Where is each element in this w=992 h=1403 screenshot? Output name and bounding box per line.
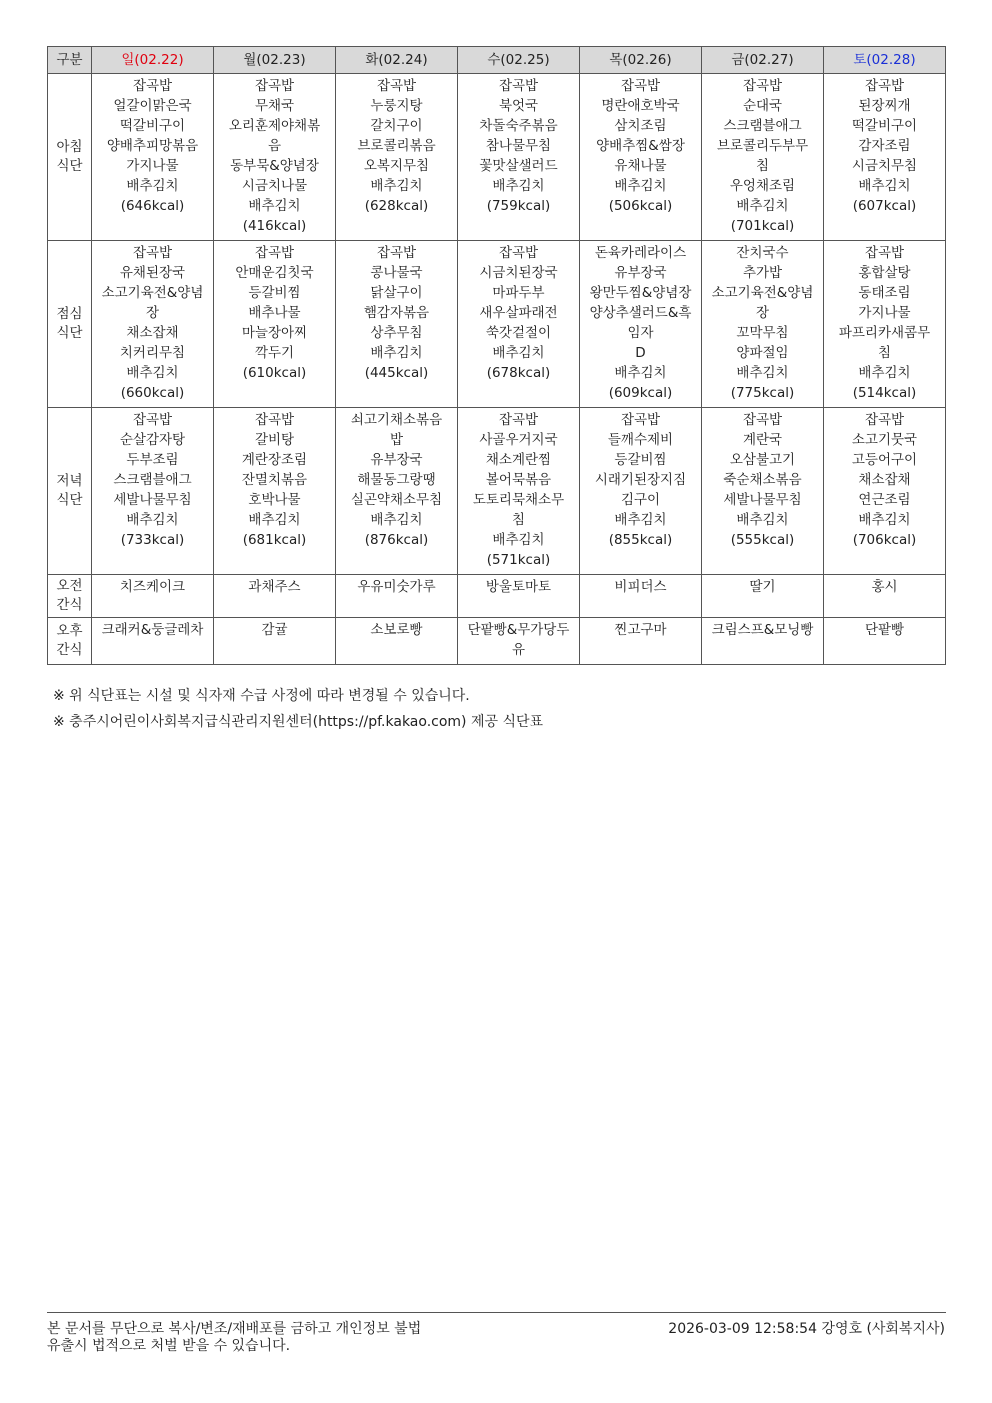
menu-item: 잡곡밥 [254, 245, 295, 261]
menu-item: 잡곡밥 [498, 245, 539, 261]
menu-item: 양상추샐러드&흑 [589, 305, 692, 321]
menu-cell-dinner-wed [458, 408, 580, 575]
menu-item: 브로콜리볶음 [357, 138, 436, 154]
menu-item: (609kcal) [608, 385, 673, 401]
menu-item: 배추김치 [614, 178, 667, 194]
menu-cell-afternoon-snack-sun [92, 618, 214, 665]
menu-item: 배추김치 [370, 178, 423, 194]
menu-cell-dinner-tue [336, 408, 458, 575]
menu-item: (733kcal) [120, 532, 185, 548]
menu-item: 닭살구이 [370, 285, 423, 301]
menu-cell-afternoon-snack-sat [824, 618, 946, 665]
menu-item: 순살감자탕 [119, 432, 186, 448]
header-row [48, 47, 946, 74]
menu-item: 잡곡밥 [254, 78, 295, 94]
menu-cell-morning-snack-tue [336, 575, 458, 618]
menu-item: 세발나물무침 [723, 492, 802, 508]
menu-item: 치즈케이크 [119, 579, 186, 595]
menu-item: 잡곡밥 [864, 245, 905, 261]
menu-item: (706kcal) [852, 532, 917, 548]
menu-item: (660kcal) [120, 385, 185, 401]
menu-item: 고등어구이 [851, 452, 918, 468]
menu-item: 오리훈제야채볶 [228, 118, 321, 134]
menu-item: 추가밥 [742, 265, 783, 281]
row-label-dinner [48, 408, 92, 575]
menu-cell-morning-snack-mon [214, 575, 336, 618]
menu-item: (678kcal) [486, 365, 551, 381]
menu-cell-morning-snack-thu [580, 575, 702, 618]
menu-item: 침 [511, 512, 526, 528]
menu-item: 잡곡밥 [864, 412, 905, 428]
row-label-line: 간식 [56, 597, 83, 613]
menu-item: 두부조림 [126, 452, 179, 468]
menu-item: 새우살파래전 [479, 305, 558, 321]
menu-item: 크래커&둥글레차 [101, 622, 204, 638]
menu-item: 유채나물 [614, 158, 667, 174]
menu-item: 채소잡채 [858, 472, 911, 488]
menu-item: (514kcal) [852, 385, 917, 401]
menu-item: 볼어묵볶음 [485, 472, 552, 488]
menu-cell-breakfast-sun [92, 74, 214, 241]
menu-cell-breakfast-sat [824, 74, 946, 241]
menu-item: 임자 [627, 325, 654, 341]
menu-item: 가지나물 [858, 305, 911, 321]
menu-item: 배추김치 [126, 365, 179, 381]
table-body [48, 74, 946, 665]
menu-item: (506kcal) [608, 198, 673, 214]
menu-item: 오복지무침 [363, 158, 430, 174]
menu-item: 방울토마토 [485, 579, 552, 595]
menu-cell-afternoon-snack-wed [458, 618, 580, 665]
menu-item: 배추김치 [370, 345, 423, 361]
menu-cell-breakfast-mon [214, 74, 336, 241]
menu-item: 배추김치 [614, 512, 667, 528]
menu-item: 떡갈비구이 [119, 118, 186, 134]
menu-item: 세발나물무침 [113, 492, 192, 508]
menu-item: 배추나물 [248, 305, 301, 321]
row-label-line: 오전 [56, 578, 83, 594]
table-row-lunch [48, 241, 946, 408]
menu-item: (571kcal) [486, 552, 551, 568]
menu-cell-dinner-fri [702, 408, 824, 575]
menu-cell-dinner-mon [214, 408, 336, 575]
menu-item: 꼬막무침 [736, 325, 789, 341]
menu-item: 무채국 [254, 98, 295, 114]
menu-item: 브로콜리두부무 [716, 138, 809, 154]
menu-item: 해물동그랑땡 [357, 472, 436, 488]
menu-item: 양배추피망볶음 [106, 138, 199, 154]
menu-item: 배추김치 [736, 512, 789, 528]
menu-item: 잡곡밥 [254, 412, 295, 428]
menu-item: 계란장조림 [241, 452, 308, 468]
menu-item: 음 [267, 138, 282, 154]
menu-item: 배추김치 [126, 512, 179, 528]
menu-item: 콩나물국 [370, 265, 423, 281]
menu-item: 동부묵&양념장 [230, 158, 319, 174]
table-row-afternoon-snack [48, 618, 946, 665]
menu-item: 유부장국 [614, 265, 667, 281]
menu-item: 얼갈이맑은국 [113, 98, 192, 114]
menu-item: 밥 [389, 432, 404, 448]
row-label-line: 점심 [56, 306, 83, 322]
menu-item: 오삼불고기 [729, 452, 796, 468]
menu-item: 들깨수제비 [607, 432, 674, 448]
notice-change: ※ 위 식단표는 시설 및 식자재 수급 사정에 따라 변경될 수 있습니다. [53, 688, 470, 704]
menu-item: 비피더스 [614, 579, 667, 595]
footer-timestamp: 2026-03-09 12:58:54 강영호 (사회복지사) [668, 1321, 945, 1337]
menu-item: (445kcal) [364, 365, 429, 381]
menu-item: 양파절임 [736, 345, 789, 361]
menu-item: 된장찌개 [858, 98, 911, 114]
menu-cell-lunch-wed [458, 241, 580, 408]
menu-cell-breakfast-wed [458, 74, 580, 241]
menu-item: 배추김치 [126, 178, 179, 194]
menu-item: 침 [755, 158, 770, 174]
menu-item: 배추김치 [370, 512, 423, 528]
menu-item: 죽순채소볶음 [723, 472, 802, 488]
menu-item: 배추김치 [858, 365, 911, 381]
menu-item: 꽃맛살샐러드 [479, 158, 558, 174]
menu-cell-afternoon-snack-tue [336, 618, 458, 665]
menu-cell-dinner-thu [580, 408, 702, 575]
menu-item: 삼치조림 [614, 118, 667, 134]
menu-item: 누룽지탕 [370, 98, 423, 114]
menu-item: 배추김치 [248, 512, 301, 528]
menu-cell-lunch-tue [336, 241, 458, 408]
menu-item: 시금치무침 [851, 158, 918, 174]
menu-cell-lunch-sun [92, 241, 214, 408]
table-row-morning-snack [48, 575, 946, 618]
row-label-line: 식단 [56, 492, 83, 508]
row-label-line: 식단 [56, 158, 83, 174]
table-header [48, 47, 946, 74]
menu-item: (855kcal) [608, 532, 673, 548]
menu-item: 유 [511, 642, 526, 658]
menu-cell-dinner-sat [824, 408, 946, 575]
menu-item: 배추김치 [736, 198, 789, 214]
header-day-tue: 화(02.24) [336, 47, 458, 74]
menu-cell-dinner-sun [92, 408, 214, 575]
menu-item: 채소계란찜 [485, 452, 552, 468]
menu-cell-lunch-thu [580, 241, 702, 408]
menu-item: 마파두부 [492, 285, 545, 301]
menu-item: 호박나물 [248, 492, 301, 508]
menu-item: 떡갈비구이 [851, 118, 918, 134]
table-row-dinner [48, 408, 946, 575]
menu-item: 잡곡밥 [132, 412, 173, 428]
menu-item: 채소잡채 [126, 325, 179, 341]
menu-item: 홍시 [871, 579, 898, 595]
menu-cell-morning-snack-sun [92, 575, 214, 618]
menu-item: 잡곡밥 [620, 412, 661, 428]
menu-item: 참나물무침 [485, 138, 552, 154]
menu-item: 단팥빵&무가당두 [467, 622, 570, 638]
menu-item: 갈치구이 [370, 118, 423, 134]
menu-item: 장 [755, 305, 770, 321]
menu-item: 배추김치 [858, 512, 911, 528]
row-label-line: 저녁 [56, 473, 83, 489]
menu-item: 찐고구마 [614, 622, 667, 638]
menu-item: (555kcal) [730, 532, 795, 548]
menu-item: 파프리카새콤무 [838, 325, 931, 341]
menu-item: 북엇국 [498, 98, 539, 114]
menu-item: 도토리묵채소무 [472, 492, 565, 508]
menu-item: 과채주스 [248, 579, 301, 595]
header-corner: 구분 [48, 47, 92, 74]
row-label-breakfast [48, 74, 92, 241]
table-row-breakfast [48, 74, 946, 241]
menu-cell-afternoon-snack-mon [214, 618, 336, 665]
menu-item: (416kcal) [242, 218, 307, 234]
menu-item: 잡곡밥 [742, 412, 783, 428]
menu-item: 우유미숫가루 [357, 579, 436, 595]
menu-item: 잡곡밥 [498, 412, 539, 428]
menu-item: 소고기뭇국 [851, 432, 918, 448]
menu-item: 명란애호박국 [601, 98, 680, 114]
menu-item: 소고기육전&양념 [101, 285, 204, 301]
menu-item: 잡곡밥 [620, 78, 661, 94]
menu-item: 배추김치 [492, 532, 545, 548]
menu-item: 실곤약채소무침 [350, 492, 443, 508]
notice-source: ※ 충주시어린이사회복지급식관리지원센터(https://pf.kakao.com) 제공 식단표 [53, 714, 544, 730]
header-day-fri: 금(02.27) [702, 47, 824, 74]
row-label-line: 오후 [56, 623, 83, 639]
menu-item: 유채된장국 [119, 265, 186, 281]
menu-item: 배추김치 [858, 178, 911, 194]
menu-item: 홍합살탕 [858, 265, 911, 281]
header-day-sun: 일(02.22) [92, 47, 214, 74]
menu-item: 배추김치 [248, 198, 301, 214]
menu-item: 유부장국 [370, 452, 423, 468]
menu-item: 잡곡밥 [498, 78, 539, 94]
menu-item: 잔멸치볶음 [241, 472, 308, 488]
menu-item: (759kcal) [486, 198, 551, 214]
menu-item: 양배추찜&쌈장 [596, 138, 685, 154]
header-day-thu: 목(02.26) [580, 47, 702, 74]
menu-item: 순대국 [742, 98, 783, 114]
footer-copyright [47, 1321, 421, 1355]
menu-item: 치커리무침 [119, 345, 186, 361]
menu-item: 감귤 [261, 622, 288, 638]
menu-item: 가지나물 [126, 158, 179, 174]
menu-cell-afternoon-snack-thu [580, 618, 702, 665]
menu-cell-breakfast-tue [336, 74, 458, 241]
menu-item: 잡곡밥 [132, 78, 173, 94]
menu-item: 깍두기 [254, 345, 295, 361]
menu-cell-morning-snack-wed [458, 575, 580, 618]
menu-cell-lunch-fri [702, 241, 824, 408]
menu-item: 등갈비찜 [614, 452, 667, 468]
menu-item: 왕만두찜&양념장 [589, 285, 692, 301]
row-label-afternoon-snack [48, 618, 92, 665]
row-label-line: 식단 [56, 325, 83, 341]
menu-item: 단팥빵 [864, 622, 905, 638]
menu-item: 배추김치 [614, 365, 667, 381]
menu-item: 잡곡밥 [742, 78, 783, 94]
menu-cell-morning-snack-sat [824, 575, 946, 618]
menu-item: 감자조림 [858, 138, 911, 154]
menu-item: 안매운김칫국 [235, 265, 314, 281]
menu-item: (607kcal) [852, 198, 917, 214]
footer-copyright-line-2: 유출시 법적으로 처벌 받을 수 있습니다. [47, 1338, 291, 1354]
menu-item: 시금치된장국 [479, 265, 558, 281]
menu-item: 쇠고기채소볶음 [350, 412, 443, 428]
footer-copyright-line-1: 본 문서를 무단으로 복사/변조/재배포를 금하고 개인정보 불법 [47, 1321, 422, 1337]
menu-item: 잡곡밥 [376, 78, 417, 94]
menu-item: 김구이 [620, 492, 661, 508]
menu-item: 시래기된장지짐 [594, 472, 687, 488]
menu-item: 딸기 [749, 579, 776, 595]
menu-item: 시금치나물 [241, 178, 308, 194]
row-label-line: 아침 [56, 139, 83, 155]
menu-cell-lunch-sat [824, 241, 946, 408]
menu-item: 차돌숙주볶음 [479, 118, 558, 134]
menu-item: 잡곡밥 [376, 245, 417, 261]
meal-plan-table [47, 46, 946, 665]
menu-item: (610kcal) [242, 365, 307, 381]
menu-cell-breakfast-thu [580, 74, 702, 241]
menu-item: 스크램블애그 [723, 118, 802, 134]
menu-item: D [635, 345, 646, 361]
menu-item: 햄감자볶음 [363, 305, 430, 321]
menu-item: 마늘장아찌 [241, 325, 308, 341]
menu-cell-afternoon-snack-fri [702, 618, 824, 665]
header-day-sat: 토(02.28) [824, 47, 946, 74]
menu-item: 사골우거지국 [479, 432, 558, 448]
header-day-mon: 월(02.23) [214, 47, 336, 74]
row-label-line: 간식 [56, 642, 83, 658]
menu-item: 갈비탕 [254, 432, 295, 448]
menu-item: 배추김치 [492, 178, 545, 194]
menu-item: 동태조림 [858, 285, 911, 301]
menu-cell-breakfast-fri [702, 74, 824, 241]
menu-item: 배추김치 [492, 345, 545, 361]
menu-item: 연근조림 [858, 492, 911, 508]
menu-item: 침 [877, 345, 892, 361]
menu-item: 소고기육전&양념 [711, 285, 814, 301]
row-label-lunch [48, 241, 92, 408]
menu-item: 장 [145, 305, 160, 321]
footer-divider [47, 1312, 946, 1313]
menu-cell-morning-snack-fri [702, 575, 824, 618]
menu-item: 등갈비찜 [248, 285, 301, 301]
menu-item: 쑥갓겉절이 [485, 325, 552, 341]
menu-item: (701kcal) [730, 218, 795, 234]
menu-item: 크림스프&모닝빵 [711, 622, 814, 638]
menu-item: (628kcal) [364, 198, 429, 214]
menu-item: 배추김치 [736, 365, 789, 381]
menu-item: (876kcal) [364, 532, 429, 548]
menu-item: 잔치국수 [736, 245, 789, 261]
menu-item: 우엉채조림 [729, 178, 796, 194]
menu-item: 상추무침 [370, 325, 423, 341]
menu-item: 계란국 [742, 432, 783, 448]
menu-item: (681kcal) [242, 532, 307, 548]
menu-item: 스크램블애그 [113, 472, 192, 488]
menu-cell-lunch-mon [214, 241, 336, 408]
menu-item: 돈육카레라이스 [594, 245, 687, 261]
menu-item: 잡곡밥 [864, 78, 905, 94]
menu-item: (775kcal) [730, 385, 795, 401]
menu-item: 잡곡밥 [132, 245, 173, 261]
header-day-wed: 수(02.25) [458, 47, 580, 74]
row-label-morning-snack [48, 575, 92, 618]
menu-item: (646kcal) [120, 198, 185, 214]
menu-item: 소보로빵 [370, 622, 423, 638]
